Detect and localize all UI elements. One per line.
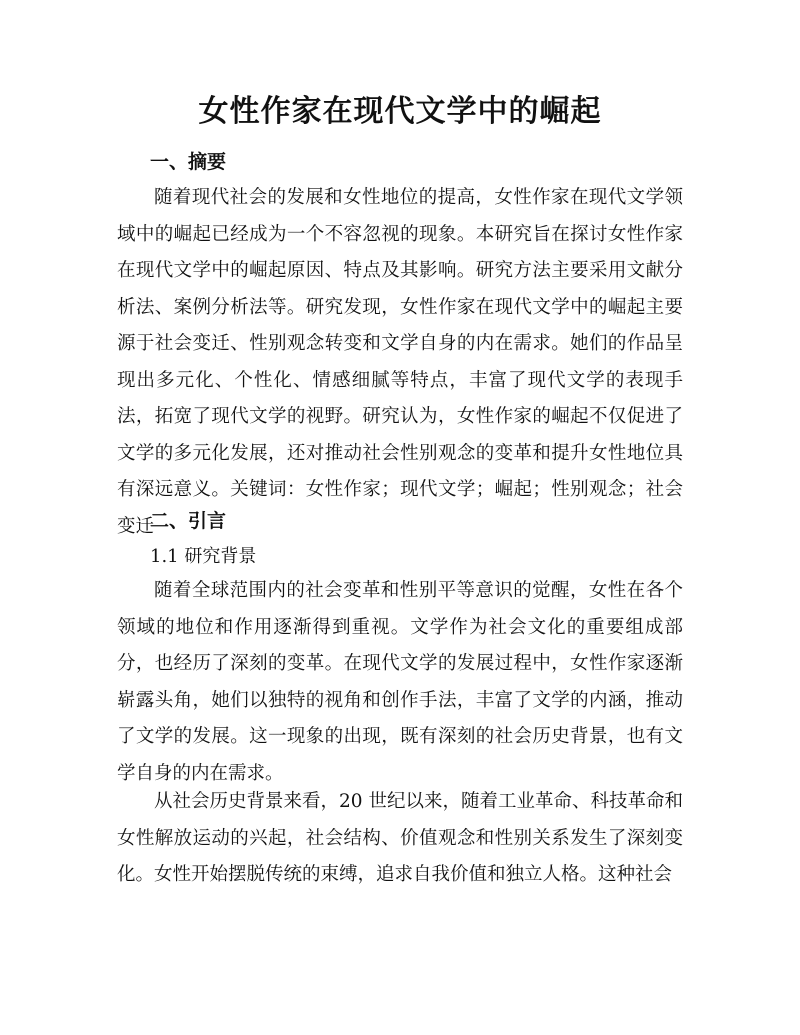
- abstract-paragraph: 随着现代社会的发展和女性地位的提高，女性作家在现代文学领域中的崛起已经成为一个不容忽视的现象。本研究旨在探讨女性作家在现代文学中的崛起原因、特点及其影响。研究方法主要采用文献分析法、案例分析法等。研究发现，女性作家在现代文学中的崛起主要源于社会变迁、性别观念转变和文学自身的内在需求。她们的作品呈现出多元化、个性化、情感细腻等特点，丰富了现代文学的表现手法，拓宽了现代文学的视野。研究认为，女性作家的崛起不仅促进了文学的多元化发展，还对推动社会性别观念的变革和提升女性地位具有深远意义。关键词：女性作家；现代文学；崛起；性别观念；社会变迁: [117, 187, 683, 537]
- introduction-heading: 二、引言: [150, 510, 227, 532]
- section-1-1-heading: 1.1 研究背景: [150, 546, 257, 567]
- background-paragraph-1: 随着全球范围内的社会变革和性别平等意识的觉醒，女性在各个领域的地位和作用逐渐得到重视。文学作为社会文化的重要组成部分，也经历了深刻的变革。在现代文学的发展过程中，女性作家逐渐崭露头角，她们以独特的视角和创作手法，丰富了文学的内涵，推动了文学的发展。这一现象的出现，既有深刻的社会历史背景，也有文学自身的内在需求。: [117, 580, 683, 784]
- abstract-heading: 一、摘要: [150, 151, 227, 173]
- document-title: 女性作家在现代文学中的崛起: [198, 94, 602, 129]
- background-paragraph-2: 从社会历史背景来看，20 世纪以来，随着工业革命、科技革命和女性解放运动的兴起，社会结构、价值观念和性别关系发生了深刻变化。女性开始摆脱传统的束缚，追求自我价值和独立人格。这种社会: [117, 791, 683, 885]
